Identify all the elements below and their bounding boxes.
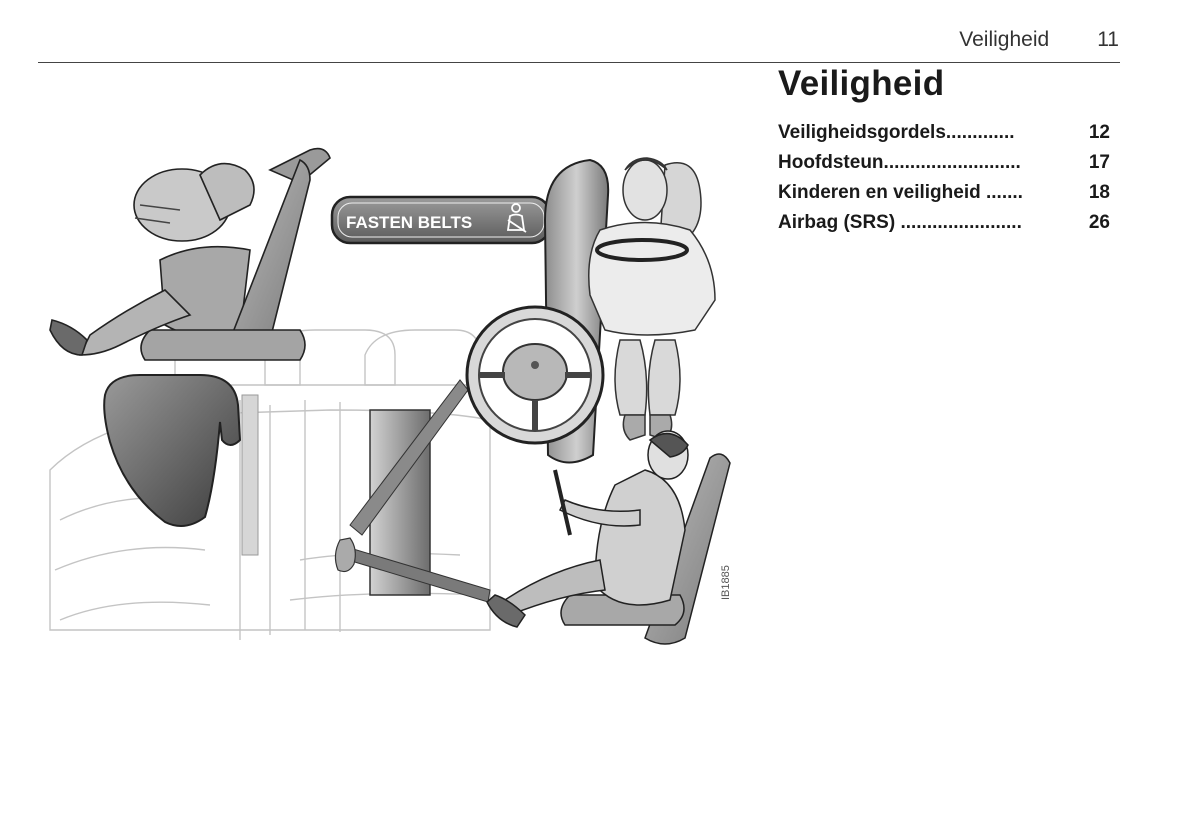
toc-row[interactable] xyxy=(778,212,1110,242)
toc-entry: Veiligheidsgordels............. xyxy=(778,122,1015,143)
page-number: 11 xyxy=(1097,28,1119,51)
belt-buckle-strap xyxy=(242,395,258,555)
safety-illustration xyxy=(40,140,760,660)
page-title: Veiligheid xyxy=(778,64,945,103)
toc-row[interactable] xyxy=(778,182,1110,212)
toc-entry: Hoofdsteun.......................... xyxy=(778,152,1021,173)
toc-page: 17 xyxy=(1088,152,1110,173)
headrest xyxy=(104,375,240,526)
running-header xyxy=(959,28,1119,52)
toc-row[interactable] xyxy=(778,122,1110,152)
fasten-belts-text: FASTEN BELTS xyxy=(346,213,473,232)
header-rule xyxy=(38,62,1120,63)
toc-page: 18 xyxy=(1088,182,1110,203)
toc-page: 12 xyxy=(1088,122,1110,143)
toc-row[interactable] xyxy=(778,152,1110,182)
toc-page: 26 xyxy=(1088,212,1110,233)
toc-entry: Airbag (SRS) ....................... xyxy=(778,212,1022,233)
toc-entry: Kinderen en veiligheid ....... xyxy=(778,182,1023,203)
section-name: Veiligheid xyxy=(959,28,1050,51)
driver-side-view xyxy=(487,431,730,644)
table-of-contents xyxy=(778,122,1110,242)
crash-passenger xyxy=(50,149,330,360)
figure-code: IB1885 xyxy=(720,565,732,600)
fasten-belts-sign xyxy=(332,197,550,243)
